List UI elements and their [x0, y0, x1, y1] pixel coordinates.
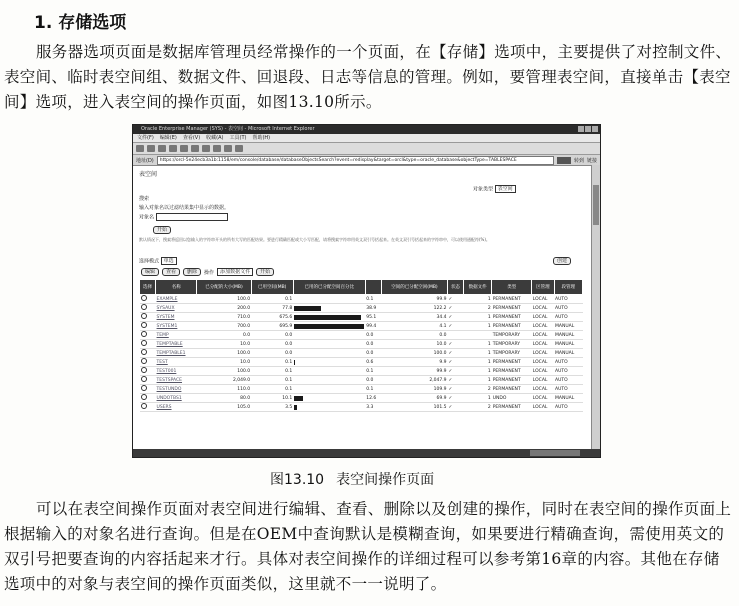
- select-radio-cell: [140, 349, 156, 358]
- extent-management: LOCAL: [532, 322, 554, 331]
- used-percent: 0.1: [365, 385, 381, 394]
- datafile-count: 1: [464, 376, 492, 385]
- usage-bar-cell: [293, 331, 365, 340]
- select-mode: [139, 257, 177, 265]
- free-space: 4.1: [381, 322, 447, 331]
- status-icon: ✓: [448, 367, 464, 376]
- segment-management: AUTO: [554, 295, 582, 304]
- used-percent: 0.0: [365, 376, 381, 385]
- status-bar: [133, 449, 600, 457]
- tablespace-type: TEMPORARY: [492, 340, 532, 349]
- used-space: 0.1: [251, 376, 293, 385]
- table-row: [140, 304, 583, 313]
- body-paragraph: 可以在表空间操作页面对表空间进行编辑、查看、删除以及创建的操作，同时在表空间的操作页面上根据输入的对象名进行查询。但是在OEM中查询默认是模糊查询，如果要进行精确查询，需使用英文的双引号把要查询的内容括起来才行。具体对表空间操作的详细过程可以参考第16章的内容。其他在存储选项中的对象与表空间的操作页面类似，这里就不一一说明了。: [4, 500, 732, 593]
- tablespace-name-link[interactable]: USERS: [156, 403, 197, 412]
- stop-icon[interactable]: [158, 145, 166, 152]
- menu-item[interactable]: 查看(V): [182, 135, 201, 141]
- select-radio-cell: [140, 295, 156, 304]
- close-icon[interactable]: [592, 126, 598, 132]
- used-space: 0.0: [251, 340, 293, 349]
- segment-management: AUTO: [554, 385, 582, 394]
- segment-management: MANUAL: [554, 340, 582, 349]
- search-notice: 默认情况下，搜索将返回以您输入的字符串开头的所有大写的匹配结果。要进行精确匹配或大小写匹配，请将搜索字符串用英文双引号括起来。在英文双引号括起来的字符串中，可以使用通配符(%)。: [139, 237, 490, 242]
- used-percent: 0.0: [365, 331, 381, 340]
- used-space: 77.8: [251, 304, 293, 313]
- menu-item[interactable]: 工具(T): [229, 135, 247, 141]
- extent-management: LOCAL: [532, 349, 554, 358]
- status-icon: ✓: [448, 358, 464, 367]
- select-radio-cell: [140, 358, 156, 367]
- select-radio[interactable]: [141, 313, 147, 319]
- status-icon: ✓: [448, 340, 464, 349]
- status-icon: ✓: [448, 403, 464, 412]
- used-percent: 38.9: [365, 304, 381, 313]
- datafile-count: 1: [464, 394, 492, 403]
- used-percent: 0.0: [365, 349, 381, 358]
- tablespace-name-link[interactable]: UNDOTBS1: [156, 394, 197, 403]
- usage-bar-cell: [293, 313, 365, 322]
- usage-bar: [294, 405, 296, 410]
- window-titlebar: [133, 125, 600, 134]
- column-header[interactable]: 已分配的大小(MB): [197, 280, 251, 295]
- segment-management: AUTO: [554, 304, 582, 313]
- segment-management: MANUAL: [554, 331, 582, 340]
- status-icon: ✓: [448, 376, 464, 385]
- tablespace-name-link[interactable]: TEMP: [156, 331, 197, 340]
- status-icon: ✓: [448, 394, 464, 403]
- select-mode-label: 选择模式: [139, 258, 160, 265]
- figure-caption: [270, 469, 446, 489]
- search-title: 搜索: [139, 196, 150, 202]
- extent-management: LOCAL: [532, 394, 554, 403]
- table-row: [140, 295, 583, 304]
- tablespace-name-link[interactable]: TEMPTABLE: [156, 340, 197, 349]
- allocated-size: 200.0: [197, 304, 251, 313]
- status-icon: ✓: [448, 349, 464, 358]
- column-header[interactable]: 已用的已分配空间百分比: [293, 280, 365, 295]
- allocated-size: 10.0: [197, 358, 251, 367]
- free-space: 99.9: [381, 295, 447, 304]
- menu-item[interactable]: 收藏(A): [206, 135, 224, 141]
- select-radio[interactable]: [141, 385, 147, 391]
- tablespace-type: PERMANENT: [492, 322, 532, 331]
- select-mode-select[interactable]: 单选: [161, 257, 177, 265]
- select-radio[interactable]: [141, 394, 147, 400]
- free-space: 69.9: [381, 394, 447, 403]
- action-bar: [141, 268, 274, 276]
- action-select[interactable]: 添加数据文件: [217, 268, 253, 276]
- favorites-icon[interactable]: [202, 145, 210, 152]
- extent-management: LOCAL: [532, 304, 554, 313]
- usage-bar: [294, 324, 364, 329]
- tablespace-table: [139, 279, 583, 412]
- free-space: 122.2: [381, 304, 447, 313]
- tablespace-type: PERMANENT: [492, 376, 532, 385]
- free-space: 2,047.9: [381, 376, 447, 385]
- free-space: 100.0: [381, 349, 447, 358]
- column-header[interactable]: [365, 280, 381, 295]
- table-row: [140, 349, 583, 358]
- go-button[interactable]: 开始: [256, 268, 274, 276]
- usage-bar-cell: [293, 367, 365, 376]
- extent-management: LOCAL: [532, 295, 554, 304]
- select-radio[interactable]: [141, 304, 147, 310]
- select-radio[interactable]: [141, 322, 147, 328]
- used-percent: 0.0: [365, 340, 381, 349]
- menu-item[interactable]: 文件(F): [137, 135, 154, 141]
- vertical-scrollbar[interactable]: [591, 165, 600, 449]
- caption-number: 图13.10: [270, 472, 325, 488]
- mail-icon[interactable]: [224, 145, 232, 152]
- select-radio[interactable]: [141, 367, 147, 373]
- free-space: 101.5: [381, 403, 447, 412]
- tablespace-name-link[interactable]: EXAMPLE: [156, 295, 197, 304]
- table-row: [140, 385, 583, 394]
- allocated-size: 80.0: [197, 394, 251, 403]
- free-space: 34.4: [381, 313, 447, 322]
- table-row: [140, 394, 583, 403]
- usage-bar-cell: [293, 322, 365, 331]
- select-radio[interactable]: [141, 295, 147, 301]
- tablespace-name-link[interactable]: SYSAUX: [156, 304, 197, 313]
- column-header[interactable]: 类型: [492, 280, 532, 295]
- usage-bar: [294, 306, 321, 311]
- allocated-size: 700.0: [197, 322, 251, 331]
- scroll-thumb[interactable]: [593, 185, 599, 225]
- table-header: [140, 280, 583, 295]
- usage-bar-cell: [293, 385, 365, 394]
- address-label: 地址(D): [136, 157, 154, 164]
- table-row: [140, 340, 583, 349]
- usage-bar-cell: [293, 403, 365, 412]
- usage-bar-cell: [293, 340, 365, 349]
- used-percent: 0.1: [365, 367, 381, 376]
- select-radio[interactable]: [141, 403, 147, 409]
- datafile-count: [464, 331, 492, 340]
- column-header[interactable]: 区管理: [532, 280, 554, 295]
- column-header[interactable]: 状态: [448, 280, 464, 295]
- select-radio-cell: [140, 376, 156, 385]
- object-name-input[interactable]: [156, 213, 228, 221]
- extent-management: LOCAL: [532, 331, 554, 340]
- extent-management: LOCAL: [532, 367, 554, 376]
- status-icon: ✓: [448, 313, 464, 322]
- tablespace-name-link[interactable]: TEST001: [156, 367, 197, 376]
- table-row: [140, 313, 583, 322]
- datafile-count: 1: [464, 295, 492, 304]
- search-icon[interactable]: [191, 145, 199, 152]
- menu-bar: [133, 134, 600, 143]
- used-space: 10.1: [251, 394, 293, 403]
- used-space: 675.6: [251, 313, 293, 322]
- status-icon: [448, 331, 464, 340]
- tablespace-name-link[interactable]: TEST: [156, 358, 197, 367]
- table-row: [140, 376, 583, 385]
- allocated-size: 100.0: [197, 367, 251, 376]
- menu-item[interactable]: 帮助(H): [252, 135, 271, 141]
- select-radio-cell: [140, 331, 156, 340]
- usage-bar-cell: [293, 295, 365, 304]
- select-radio[interactable]: [141, 376, 147, 382]
- object-type-select[interactable]: 表空间: [495, 185, 516, 193]
- minimize-icon[interactable]: [578, 126, 584, 132]
- segment-management: AUTO: [554, 376, 582, 385]
- datafile-count: 1: [464, 358, 492, 367]
- object-name-label: 对象名: [139, 214, 155, 221]
- free-space: 99.9: [381, 367, 447, 376]
- tablespace-name-link[interactable]: SYSTEM1: [156, 322, 197, 331]
- window-title: Oracle Enterprise Manager (SYS) - 表空间 - Microsoft Internet Explorer: [141, 126, 315, 132]
- select-radio-cell: [140, 385, 156, 394]
- history-icon[interactable]: [213, 145, 221, 152]
- segment-management: AUTO: [554, 358, 582, 367]
- select-radio[interactable]: [141, 340, 147, 346]
- tablespace-name-link[interactable]: TESTSPACE: [156, 376, 197, 385]
- usage-bar: [294, 396, 303, 401]
- caption-text: 表空间操作页面: [336, 472, 435, 488]
- extent-management: LOCAL: [532, 385, 554, 394]
- object-type-filter: [473, 185, 516, 193]
- address-input[interactable]: https://orcl-5e24ecb3a1b:1158/em/console/database/databaseObjectsSearch?event=redisplay&target=orcl&type=oracle_database&objectType=TABLESPACE: [157, 156, 554, 165]
- select-radio[interactable]: [141, 331, 147, 337]
- tablespace-type: TEMPORARY: [492, 331, 532, 340]
- window-controls: [577, 126, 598, 136]
- free-space: 0.0: [381, 331, 447, 340]
- used-space: 3.5: [251, 403, 293, 412]
- select-radio-cell: [140, 403, 156, 412]
- create-button[interactable]: 创建: [553, 257, 571, 265]
- select-radio[interactable]: [141, 358, 147, 364]
- section-heading: 1. 存储选项: [34, 13, 127, 33]
- extent-management: LOCAL: [532, 403, 554, 412]
- free-space: 109.9: [381, 385, 447, 394]
- datafile-count: 1: [464, 367, 492, 376]
- tablespace-type: PERMANENT: [492, 295, 532, 304]
- usage-bar: [294, 315, 361, 320]
- allocated-size: 0.0: [197, 331, 251, 340]
- used-percent: 99.4: [365, 322, 381, 331]
- search-button[interactable]: 开始: [153, 226, 171, 234]
- extent-management: LOCAL: [532, 376, 554, 385]
- select-radio-cell: [140, 340, 156, 349]
- free-space: 10.0: [381, 340, 447, 349]
- column-header[interactable]: 段管理: [554, 280, 582, 295]
- links-label[interactable]: 链接: [586, 157, 597, 164]
- datafile-count: 1: [464, 349, 492, 358]
- datafile-count: 1: [464, 313, 492, 322]
- usage-bar-cell: [293, 394, 365, 403]
- refresh-icon[interactable]: [169, 145, 177, 152]
- extent-management: LOCAL: [532, 340, 554, 349]
- forward-icon[interactable]: [147, 145, 155, 152]
- status-icon: ✓: [448, 295, 464, 304]
- column-header[interactable]: 选择: [140, 280, 156, 295]
- status-icon: ✓: [448, 322, 464, 331]
- segment-management: AUTO: [554, 403, 582, 412]
- go-button-icon[interactable]: [557, 157, 571, 164]
- used-percent: 0.1: [365, 295, 381, 304]
- status-icon: ✓: [448, 304, 464, 313]
- tablespace-type: PERMANENT: [492, 313, 532, 322]
- datafile-count: 1: [464, 340, 492, 349]
- table-row: [140, 331, 583, 340]
- select-radio-cell: [140, 394, 156, 403]
- view-button[interactable]: 查看: [162, 268, 180, 276]
- maximize-icon[interactable]: [585, 126, 591, 132]
- select-radio[interactable]: [141, 349, 147, 355]
- action-label: 操作: [204, 269, 215, 276]
- go-label[interactable]: 转到: [573, 157, 584, 164]
- tablespace-type: TEMPORARY: [492, 349, 532, 358]
- extent-management: LOCAL: [532, 358, 554, 367]
- page-content: [133, 165, 591, 449]
- used-space: 0.1: [251, 385, 293, 394]
- table-row: [140, 322, 583, 331]
- segment-management: MANUAL: [554, 349, 582, 358]
- used-space: 0.1: [251, 358, 293, 367]
- status-icon: ✓: [448, 385, 464, 394]
- tablespace-type: PERMANENT: [492, 358, 532, 367]
- datafile-count: 2: [464, 403, 492, 412]
- segment-management: AUTO: [554, 367, 582, 376]
- used-percent: 0.6: [365, 358, 381, 367]
- datafile-count: 2: [464, 304, 492, 313]
- table-row: [140, 358, 583, 367]
- usage-bar-cell: [293, 304, 365, 313]
- extent-management: LOCAL: [532, 313, 554, 322]
- allocated-size: 2,049.0: [197, 376, 251, 385]
- usage-bar-cell: [293, 358, 365, 367]
- tablespace-name-link[interactable]: SYSTEM: [156, 313, 197, 322]
- allocated-size: 105.0: [197, 403, 251, 412]
- column-header[interactable]: 数据文件: [464, 280, 492, 295]
- object-type-label: 对象类型: [473, 186, 494, 193]
- search-section: [139, 195, 229, 223]
- tablespace-type: PERMANENT: [492, 304, 532, 313]
- column-header[interactable]: 已用空间(MB): [251, 280, 293, 295]
- used-percent: 12.6: [365, 394, 381, 403]
- table-row: [140, 403, 583, 412]
- tablespace-type: PERMANENT: [492, 403, 532, 412]
- usage-bar-cell: [293, 376, 365, 385]
- menu-item[interactable]: 编辑(E): [159, 135, 177, 141]
- table-row: [140, 367, 583, 376]
- security-zone-icon: [530, 450, 580, 456]
- tablespace-name-link[interactable]: TEMPTABLE1: [156, 349, 197, 358]
- select-radio-cell: [140, 367, 156, 376]
- usage-bar-cell: [293, 349, 365, 358]
- allocated-size: 10.0: [197, 340, 251, 349]
- used-space: 0.0: [251, 331, 293, 340]
- allocated-size: 100.0: [197, 349, 251, 358]
- free-space: 9.9: [381, 358, 447, 367]
- used-space: 0.0: [251, 349, 293, 358]
- print-icon[interactable]: [235, 145, 243, 152]
- used-percent: 95.1: [365, 313, 381, 322]
- segment-management: MANUAL: [554, 322, 582, 331]
- select-radio-cell: [140, 313, 156, 322]
- tablespace-type: PERMANENT: [492, 367, 532, 376]
- allocated-size: 100.0: [197, 295, 251, 304]
- segment-management: MANUAL: [554, 394, 582, 403]
- datafile-count: 1: [464, 322, 492, 331]
- column-header[interactable]: 名称: [156, 280, 197, 295]
- page-title: 表空间: [139, 171, 158, 178]
- search-hint: 输入对象名以过滤结果集中显示的数据。: [139, 205, 230, 211]
- select-radio-cell: [140, 322, 156, 331]
- used-percent: 3.3: [365, 403, 381, 412]
- allocated-size: 710.0: [197, 313, 251, 322]
- home-icon[interactable]: [180, 145, 188, 152]
- used-space: 0.1: [251, 367, 293, 376]
- tablespace-name-link[interactable]: TESTUNDO: [156, 385, 197, 394]
- segment-management: AUTO: [554, 313, 582, 322]
- tablespace-type: UNDO: [492, 394, 532, 403]
- browser-screenshot: [132, 124, 601, 458]
- intro-paragraph: 服务器选项页面是数据库管理员经常操作的一个页面，在【存储】选项中，主要提供了对控制文件、表空间、临时表空间组、数据文件、回退段、日志等信息的管理。例如，要管理表空间，直接单击【表空间】选项，进入表空间的操作页面，如图13.10所示。: [4, 43, 732, 111]
- datafile-count: 2: [464, 385, 492, 394]
- back-icon[interactable]: [136, 145, 144, 152]
- column-header[interactable]: 空间的已分配空闲(MB): [381, 280, 447, 295]
- used-space: 0.1: [251, 295, 293, 304]
- tablespace-type: PERMANENT: [492, 385, 532, 394]
- select-radio-cell: [140, 304, 156, 313]
- allocated-size: 110.0: [197, 385, 251, 394]
- edit-button[interactable]: 编辑: [141, 268, 159, 276]
- browser-toolbar: [133, 143, 600, 155]
- delete-button[interactable]: 删除: [183, 268, 201, 276]
- used-space: 695.9: [251, 322, 293, 331]
